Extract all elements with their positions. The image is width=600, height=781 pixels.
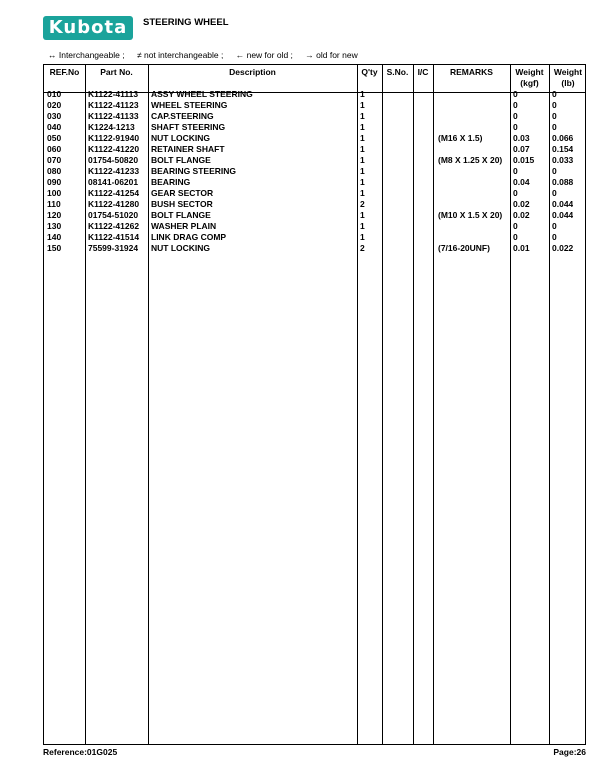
row-quantity: 1	[360, 144, 365, 154]
table-row	[44, 100, 585, 111]
legend-old-for-new: → old for new	[305, 50, 358, 60]
row-part-number: 08141-06201	[88, 177, 139, 187]
row-ref: 100	[47, 188, 62, 198]
row-weight-lb: 0	[552, 232, 557, 242]
table-row	[44, 210, 585, 221]
row-part-number: K1122-41233	[88, 166, 140, 176]
row-description: LINK DRAG COMP	[151, 232, 227, 242]
row-part-number: K1122-41220	[88, 144, 140, 154]
row-weight-lb: 0.044	[552, 199, 574, 209]
table-row	[44, 133, 585, 144]
column-header-qty: Q'ty	[361, 67, 378, 77]
row-description: WASHER PLAIN	[151, 221, 217, 231]
interchangeability-legend	[48, 50, 368, 60]
row-part-number: K1122-41113	[88, 89, 139, 99]
row-ref: 120	[47, 210, 62, 220]
row-part-number: 75599-31924	[88, 243, 139, 253]
row-ref: 060	[47, 144, 62, 154]
column-header-sno: S.No.	[386, 67, 409, 77]
row-part-number: K1224-1213	[88, 122, 135, 132]
row-weight-kgf: 0.02	[513, 199, 530, 209]
row-weight-kgf: 0.01	[513, 243, 530, 253]
row-ref: 050	[47, 133, 62, 143]
row-ref: 040	[47, 122, 62, 132]
row-description: RETAINER SHAFT	[151, 144, 225, 154]
legend-new-for-old: ← new for old ;	[235, 50, 293, 60]
row-part-number: K1122-41262	[88, 221, 140, 231]
column-header-part: Part No.	[100, 67, 133, 77]
legend-interchangeable: ↔ Interchangeable ;	[48, 50, 125, 60]
row-quantity: 1	[360, 155, 365, 165]
table-row	[44, 144, 585, 155]
row-weight-kgf: 0	[513, 188, 518, 198]
row-description: BEARING STEERING	[151, 166, 237, 176]
row-ref: 080	[47, 166, 62, 176]
row-weight-lb: 0.066	[552, 133, 574, 143]
column-header-weight-lb: Weight (lb)	[553, 67, 583, 88]
row-quantity: 1	[360, 210, 365, 220]
row-weight-lb: 0	[552, 111, 557, 121]
row-ref: 020	[47, 100, 62, 110]
row-weight-kgf: 0.015	[513, 155, 535, 165]
row-quantity: 1	[360, 89, 365, 99]
row-quantity: 1	[360, 166, 365, 176]
row-description: BUSH SECTOR	[151, 199, 213, 209]
row-part-number: K1122-41514	[88, 232, 140, 242]
row-weight-lb: 0	[552, 188, 557, 198]
row-quantity: 2	[360, 243, 365, 253]
row-description: GEAR SECTOR	[151, 188, 214, 198]
row-description: NUT LOCKING	[151, 133, 211, 143]
row-part-number: K1122-41123	[88, 100, 139, 110]
row-quantity: 1	[360, 221, 365, 231]
row-weight-lb: 0.044	[552, 210, 574, 220]
column-header-weight-kgf: Weight (kgf)	[515, 67, 544, 88]
table-row	[44, 155, 585, 166]
column-header-remarks: REMARKS	[450, 67, 493, 77]
row-weight-kgf: 0.03	[513, 133, 530, 143]
row-remarks: (M16 X 1.5)	[438, 133, 483, 143]
row-weight-lb: 0.022	[552, 243, 574, 253]
row-part-number: K1122-41133	[88, 111, 139, 121]
column-header-description: Description	[229, 67, 276, 77]
row-quantity: 1	[360, 232, 365, 242]
parts-table	[43, 64, 586, 745]
row-quantity: 1	[360, 100, 365, 110]
row-description: ASSY WHEEL STEERING	[151, 89, 253, 99]
row-weight-kgf: 0.02	[513, 210, 530, 220]
column-header-ic: I/C	[417, 67, 429, 77]
row-weight-kgf: 0	[513, 100, 518, 110]
row-remarks: (M8 X 1.25 X 20)	[438, 155, 503, 165]
row-ref: 140	[47, 232, 62, 242]
row-weight-kgf: 0	[513, 122, 518, 132]
page-number: Page:26	[553, 747, 586, 757]
row-weight-lb: 0.088	[552, 177, 574, 187]
row-weight-kgf: 0	[513, 111, 518, 121]
row-ref: 010	[47, 89, 62, 99]
row-ref: 150	[47, 243, 62, 253]
row-part-number: K1122-41254	[88, 188, 140, 198]
row-weight-kgf: 0	[513, 232, 518, 242]
row-description: NUT LOCKING	[151, 243, 211, 253]
row-description: SHAFT STEERING	[151, 122, 226, 132]
row-weight-lb: 0	[552, 221, 557, 231]
table-row	[44, 221, 585, 232]
table-row	[44, 111, 585, 122]
row-weight-kgf: 0	[513, 221, 518, 231]
page-title: STEERING WHEEL	[143, 17, 229, 28]
row-part-number: 01754-50820	[88, 155, 139, 165]
table-row	[44, 122, 585, 133]
row-part-number: K1122-91940	[88, 133, 140, 143]
row-weight-kgf: 0.07	[513, 144, 530, 154]
row-quantity: 1	[360, 188, 365, 198]
row-description: BEARING	[151, 177, 191, 187]
row-weight-lb: 0	[552, 89, 557, 99]
row-ref: 030	[47, 111, 62, 121]
row-remarks: (7/16-20UNF)	[438, 243, 490, 253]
row-description: BOLT FLANGE	[151, 210, 211, 220]
table-row	[44, 199, 585, 210]
row-description: CAP.STEERING	[151, 111, 214, 121]
table-row	[44, 188, 585, 199]
table-row	[44, 177, 585, 188]
row-ref: 110	[47, 199, 61, 209]
row-quantity: 1	[360, 111, 365, 121]
legend-not-interchangeable: ≠ not interchangeable ;	[136, 50, 224, 60]
row-quantity: 1	[360, 177, 365, 187]
row-weight-kgf: 0	[513, 89, 518, 99]
table-row	[44, 89, 585, 100]
row-weight-lb: 0	[552, 100, 557, 110]
table-row	[44, 243, 585, 254]
row-part-number: K1122-41280	[88, 199, 140, 209]
row-weight-kgf: 0.04	[513, 177, 530, 187]
row-ref: 090	[47, 177, 62, 187]
row-quantity: 1	[360, 133, 365, 143]
row-quantity: 2	[360, 199, 365, 209]
row-quantity: 1	[360, 122, 365, 132]
row-weight-lb: 0	[552, 166, 557, 176]
row-weight-lb: 0.154	[552, 144, 574, 154]
row-description: BOLT FLANGE	[151, 155, 211, 165]
row-part-number: 01754-51020	[88, 210, 139, 220]
column-header-ref: REF.No	[49, 67, 80, 77]
row-description: WHEEL STEERING	[151, 100, 228, 110]
row-weight-lb: 0.033	[552, 155, 574, 165]
kubota-logo: Kubota	[43, 16, 133, 40]
reference-code: Reference:01G025	[43, 747, 118, 757]
row-weight-kgf: 0	[513, 166, 518, 176]
row-remarks: (M10 X 1.5 X 20)	[438, 210, 503, 220]
table-row	[44, 232, 585, 243]
table-row	[44, 166, 585, 177]
row-ref: 070	[47, 155, 62, 165]
row-weight-lb: 0	[552, 122, 557, 132]
row-ref: 130	[47, 221, 62, 231]
